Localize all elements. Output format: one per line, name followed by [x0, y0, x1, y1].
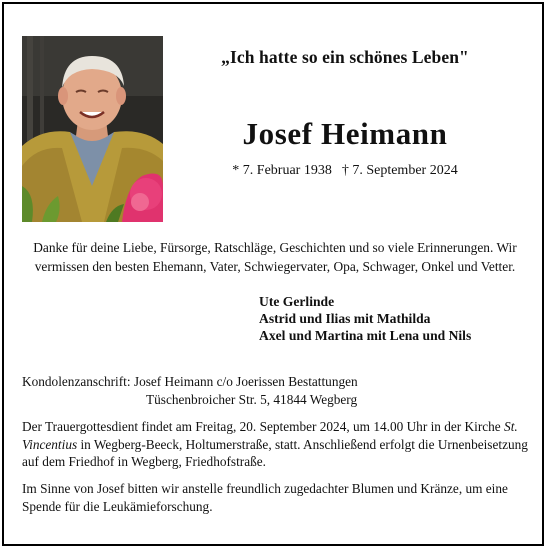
service-info [22, 418, 532, 471]
birth-date: * 7. Februar 1938 [232, 163, 332, 178]
family-member: Ute Gerlinde [259, 294, 335, 309]
family-list [259, 293, 471, 344]
condolence-address [22, 373, 532, 408]
deceased-name: Josef Heimann [242, 116, 448, 151]
family-member: Astrid und Ilias mit Mathilda [259, 311, 431, 326]
life-dates [175, 163, 515, 179]
service-text-2: in Wegberg-Beeck, Holtumerstraße, statt. Anschließend erfolgt die Urnenbeisetzung auf dem Friedhof in Wegberg, Friedhofstraße. [22, 436, 528, 469]
condolence-line-2: Tüschenbroicher Str. 5, 41844 Wegberg [146, 391, 358, 407]
donation-request: Im Sinne von Josef bitten wir anstelle freundlich zugedachter Blumen und Kränze, um eine Spende für die Leukämieforschung. [22, 481, 508, 514]
church-name: St. Vincentius [22, 419, 518, 452]
family-member: Axel und Martina mit Lena und Nils [259, 328, 472, 343]
service-text-1: Der Trauergottesdient findet am Freitag, 20. September 2024, um 14.00 Uhr in der Kirche [22, 419, 505, 434]
condolence-line-1: Josef Heimann c/o Joerissen Bestattungen [133, 374, 358, 389]
thanks-text: Danke für deine Liebe, Fürsorge, Ratschläge, Geschichten und so viele Erinnerungen. Wir vermissen den besten Ehemann, Vater, Schwiegervater, Opa, Schwager, Onkel und Vetter. [33, 240, 517, 274]
death-date: † 7. September 2024 [341, 163, 458, 178]
portrait-photo [22, 36, 163, 222]
motto-quote: „Ich hatte so ein schönes Leben" [221, 47, 469, 67]
condolence-label: Kondolenzanschrift: [22, 374, 131, 389]
